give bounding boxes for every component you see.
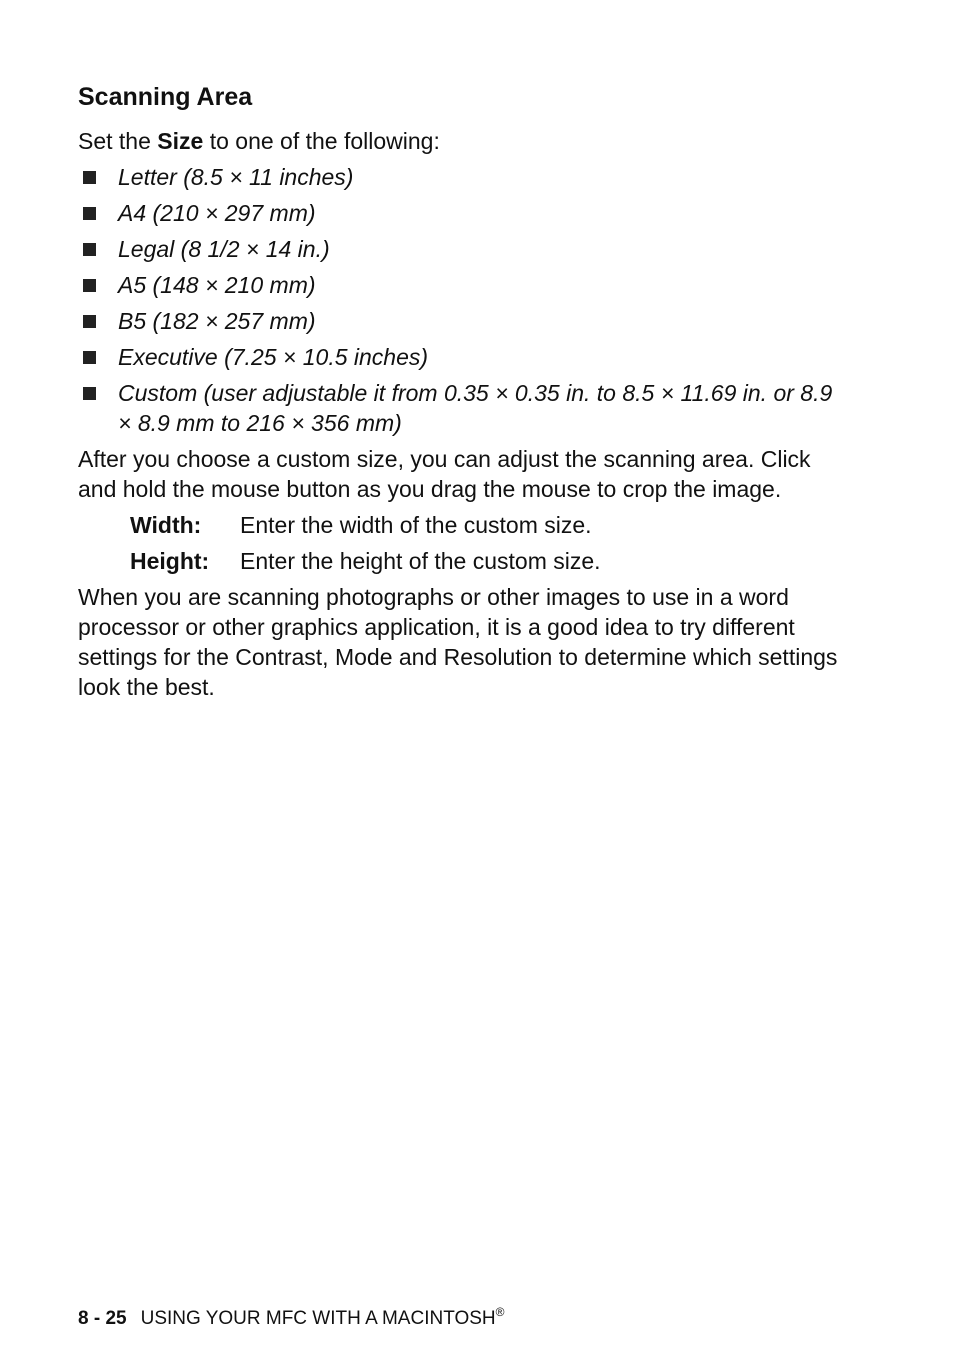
definition-description: Enter the width of the custom size. (240, 512, 592, 538)
tip-paragraph: When you are scanning photographs or other images to use in a word processor or other graphics application, it is a good idea to try different settings for the Contrast, Mode and Resolution to determine which settings look the best. (78, 584, 838, 700)
document-body (78, 80, 838, 702)
section-heading: Scanning Area (78, 83, 253, 111)
list-item (78, 234, 838, 264)
square-bullet-icon (83, 171, 96, 184)
intro-paragraph (78, 126, 838, 156)
definition-description: Enter the height of the custom size. (240, 548, 601, 574)
size-options-list (78, 162, 838, 438)
page-footer (78, 1298, 504, 1333)
list-item (78, 198, 838, 228)
definition-term: Height: (130, 548, 210, 574)
square-bullet-icon (83, 315, 96, 328)
list-item (78, 306, 838, 336)
list-item (78, 162, 838, 192)
list-item (78, 378, 838, 438)
intro-prefix: Set the (78, 128, 158, 154)
chapter-title: USING YOUR MFC WITH A MACINTOSH (140, 1308, 496, 1329)
custom-size-paragraph: After you choose a custom size, you can adjust the scanning area. Click and hold the mouse button as you drag the mouse to crop the image. (78, 446, 811, 502)
list-item-text: B5 (182 × 257 mm) (118, 308, 316, 334)
list-item (78, 270, 838, 300)
list-item-text: Letter (8.5 × 11 inches) (118, 164, 354, 190)
list-item-text: Legal (8 1/2 × 14 in.) (118, 236, 330, 262)
registered-mark: ® (495, 1305, 505, 1319)
square-bullet-icon (83, 207, 96, 220)
definition-row-width (130, 510, 838, 540)
square-bullet-icon (83, 387, 96, 400)
square-bullet-icon (83, 279, 96, 292)
definition-term: Width: (130, 512, 202, 538)
intro-bold-term: Size (157, 128, 204, 154)
definition-row-height (130, 546, 838, 576)
dimension-definitions (130, 510, 838, 576)
list-item-text: Custom (user adjustable it from 0.35 × 0.35 in. to 8.5 × 11.69 in. or 8.9 × 8.9 mm to 216 × 356 mm) (118, 380, 833, 436)
list-item-text: Executive (7.25 × 10.5 inches) (118, 344, 429, 370)
square-bullet-icon (83, 351, 96, 364)
list-item-text: A5 (148 × 210 mm) (118, 272, 316, 298)
square-bullet-icon (83, 243, 96, 256)
intro-suffix: to one of the following: (203, 128, 440, 154)
page-number: 8 - 25 (78, 1308, 127, 1329)
list-item-text: A4 (210 × 297 mm) (118, 200, 316, 226)
list-item (78, 342, 838, 372)
